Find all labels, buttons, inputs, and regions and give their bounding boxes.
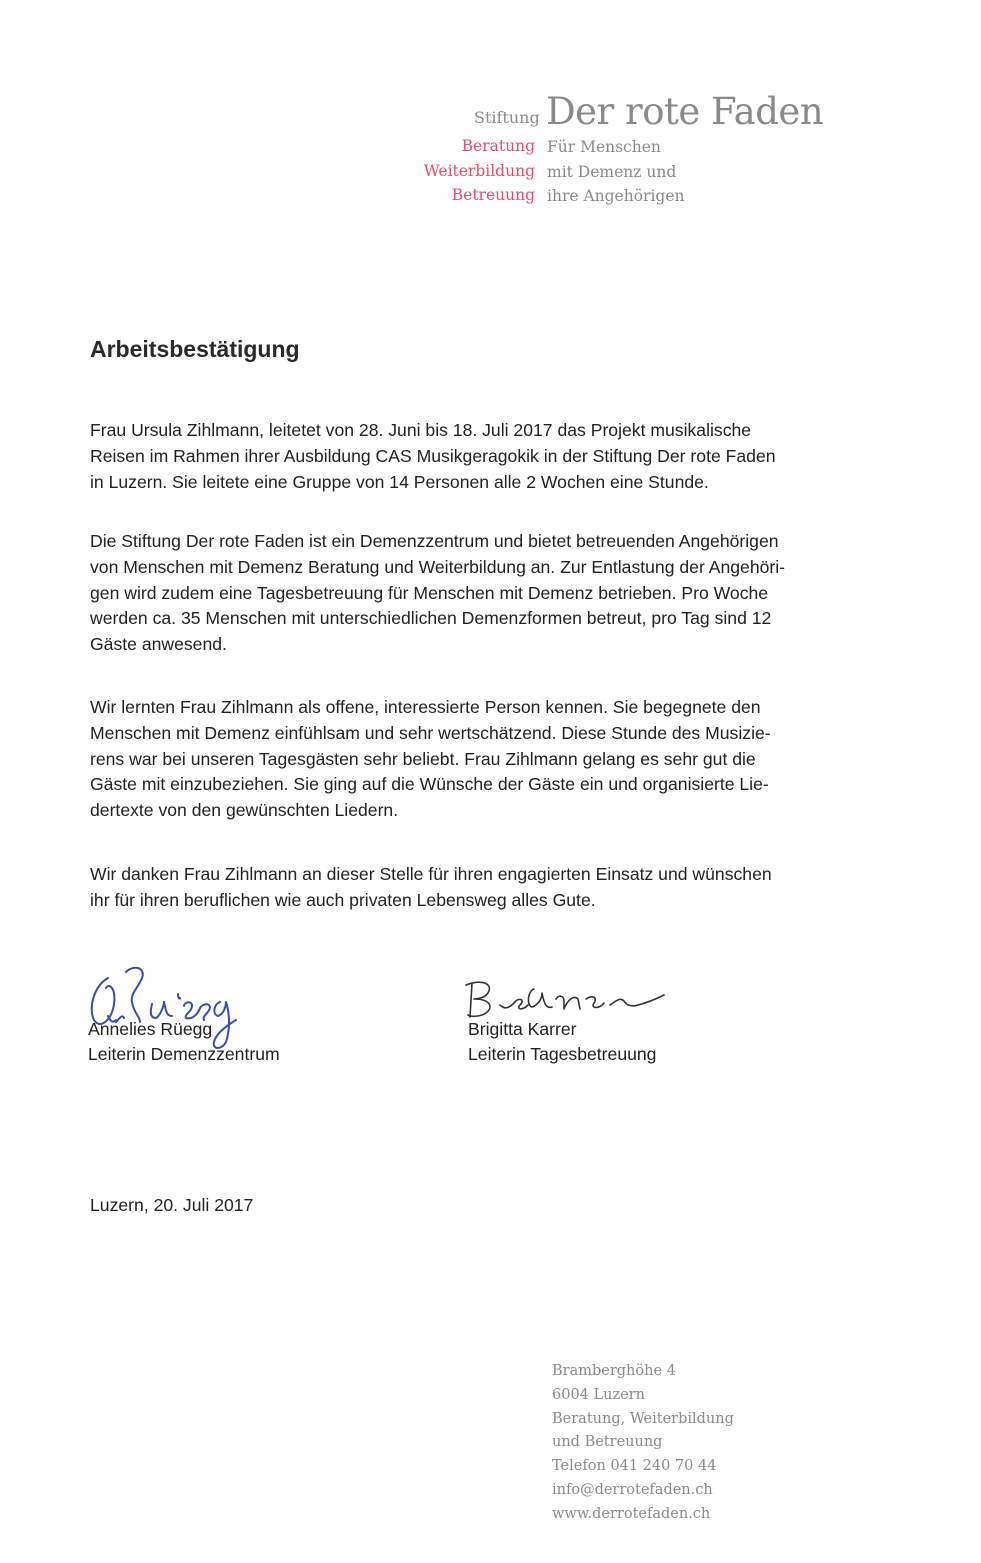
paragraph-line: Gäste anwesend. <box>90 634 227 655</box>
signatory-name: Annelies Rüegg <box>88 1019 213 1039</box>
paragraph-line: ihr für ihren beruflichen wie auch privaten Lebensweg alles Gute. <box>90 889 596 910</box>
brand-part1: Der <box>546 90 626 133</box>
footer-address <box>552 1360 734 1527</box>
paragraph-line: Frau Ursula Zihlmann, leitetet von 28. Juni bis 18. Juli 2017 das Projekt musikalische <box>90 420 752 440</box>
document-title: Arbeitsbestätigung <box>90 336 300 362</box>
letterhead-right-3: ihre Angehörigen <box>547 187 685 205</box>
letterhead-left-2: Weiterbildung <box>423 162 535 180</box>
letterhead-left-1: Beratung <box>461 137 535 155</box>
letterhead-right-2: mit Demenz und <box>547 163 677 181</box>
paragraph-line: Wir danken Frau Zihlmann an dieser Stelle für ihren engagierten Einsatz und wünschen <box>90 864 772 884</box>
paragraph-line: in Luzern. Sie leitete eine Gruppe von 14 Personen alle 2 Wochen eine Stunde. <box>90 471 709 492</box>
paragraph-2 <box>90 529 785 658</box>
address-website: www.derrotefaden.ch <box>552 1505 711 1522</box>
letterhead-left-3: Betreuung <box>451 186 535 204</box>
address-phone: Telefon 041 240 70 44 <box>552 1458 717 1475</box>
signatory-1 <box>88 1017 280 1067</box>
letterhead-right-1: Für Menschen <box>547 138 661 156</box>
letterhead-stiftung: Stiftung <box>474 108 540 127</box>
paragraph-line: Reisen im Rahmen ihrer Ausbildung CAS Musikgeragokik in der Stiftung Der rote Faden <box>90 445 776 466</box>
paragraph-line: dertexte von den gewünschten Liedern. <box>90 800 399 821</box>
address-email: info@derrotefaden.ch <box>552 1481 713 1498</box>
paragraph-1 <box>90 418 776 495</box>
brand-part2: Faden <box>699 90 824 133</box>
signatory-2 <box>468 1017 656 1067</box>
paragraph-4 <box>90 862 772 914</box>
paragraph-line: gen wird zudem eine Tagesbetreuung für Menschen mit Demenz betrieben. Pro Woche <box>90 582 769 603</box>
paragraph-line: Gäste mit einzubeziehen. Sie ging auf die Wünsche der Gäste ein und organisierte Lie- <box>90 774 769 795</box>
paragraph-line: von Menschen mit Demenz Beratung und Weiterbildung an. Zur Entlastung der Angehöri- <box>90 556 786 577</box>
address-street: Bramberghöhe 4 <box>552 1363 676 1379</box>
address-services-2: und Betreuung <box>552 1434 663 1451</box>
paragraph-line: rens war bei unseren Tagesgästen sehr beliebt. Frau Zihlmann gelang es sehr gut die <box>90 748 756 769</box>
letterhead-brand <box>546 90 823 133</box>
signatory-role: Leiterin Tagesbetreuung <box>468 1044 657 1064</box>
paragraph-line: Die Stiftung Der rote Faden ist ein Demenzzentrum und bietet betreuenden Angehörigen <box>90 531 779 551</box>
place-date: Luzern, 20. Juli 2017 <box>90 1195 254 1215</box>
signatory-role: Leiterin Demenzzentrum <box>88 1044 280 1064</box>
paragraph-3 <box>90 695 771 824</box>
paragraph-line: Wir lernten Frau Zihlmann als offene, interessierte Person kennen. Sie begegnete den <box>90 697 761 717</box>
signatory-name: Brigitta Karrer <box>468 1019 577 1039</box>
address-city: 6004 Luzern <box>552 1386 645 1403</box>
paragraph-line: werden ca. 35 Menschen mit unterschiedlichen Demenzformen betreut, pro Tag sind 12 <box>90 608 772 629</box>
brand-accent: rote <box>625 90 700 133</box>
paragraph-line: Menschen mit Demenz einfühlsam und sehr wertschätzend. Diese Stunde des Musizie- <box>90 722 771 743</box>
address-services-1: Beratung, Weiterbildung <box>552 1410 734 1427</box>
